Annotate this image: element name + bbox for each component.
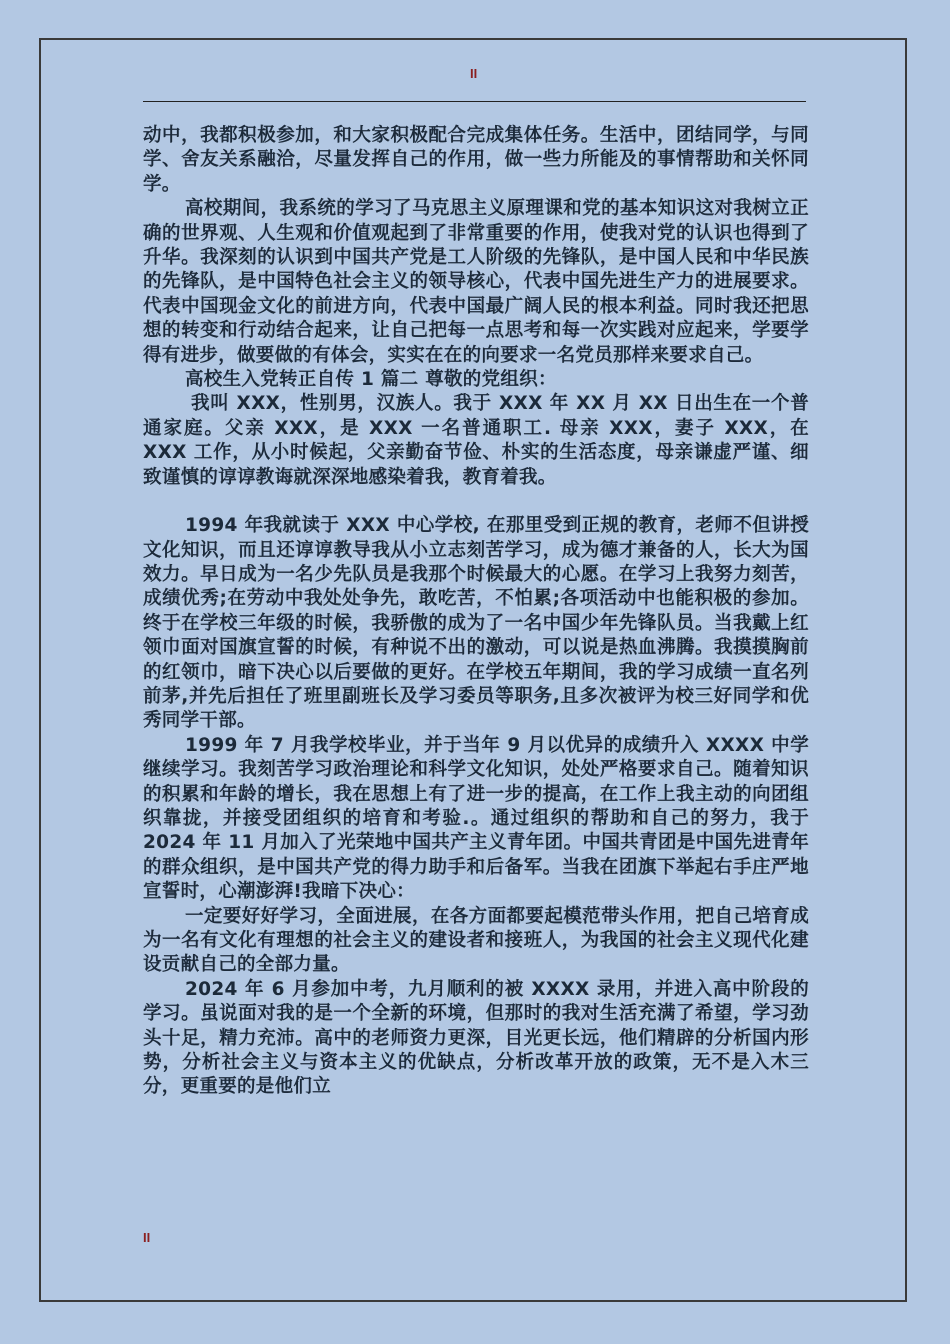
paragraph-college-study: 高校期间，我系统的学习了马克思主义原理课和党的基本知识这对我树立正确的世界观、人生观和价值观起到了非常重要的作用，使我对党的认识也得到了升华。我深刻的认识到中国共产党是工人阶级的先锋队，是中国人民和中华民族的先锋队，是中国特色社会主义的领导核心，代表中国先进生产力的进展要求。代表中国现金文化的前进方向，代表中国最广阔人民的根本利益。同时我还把思想的转变和行动结合起来，让自己把每一点思考和每一次实践对应起来，学要学得有进步，做要做的有体会，实实在在的向要求一名党员那样来要求自己。: [143, 198, 809, 366]
header-mark: II: [470, 66, 478, 81]
section-heading: 高校生入党转正自传 1 篇二 尊敬的党组织：: [185, 369, 557, 391]
footer-mark: II: [143, 1230, 151, 1245]
blank-line: [143, 490, 809, 514]
paragraph-continuation: 动中，我都积极参加，和大家积极配合完成集体任务。生活中，团结同学，与同学、舍友关系融洽，尽量发挥自己的作用，做一些力所能及的事情帮助和关怀同学。: [143, 125, 809, 195]
paragraph-middle-school: 1999 年 7 月我学校毕业，并于当年 9 月以优异的成绩升入 XXXX 中学继续学习。我刻苦学习政治理论和科学文化知识，处处严格要求自己。随着知识的积累和年龄的增长，我在思想上有了进一步的提高，在工作上我主动的向团组织靠拢，并接受团组织的培育和考验.。通过组织的帮助和自己的努力，我于 2024 年 11 月加入了光荣地中国共产主义青年团。中国共青团是中国先进青年的群众组织，是中国共产党的得力助手和后备军。当我在团旗下举起右手庄严地宣誓时，心潮澎湃!我暗下决心：: [143, 734, 809, 903]
paragraph-high-school: 2024 年 6 月参加中考，九月顺利的被 XXXX 录用，并进入高中阶段的学习。虽说面对我的是一个全新的环境，但那时的我对生活充满了希望，学习劲头十足，精力充沛。高中的老师资力更深，目光更长远，他们精辟的分析国内形势，分析社会主义与资本主义的优缺点，分析改革开放的政策，无不是入木三分，更重要的是他们立: [143, 978, 809, 1098]
paragraph-resolution: 一定要好好学习，全面进展，在各方面都要起模范带头作用，把自己培育成为一名有文化有理想的社会主义的建设者和接班人，为我国的社会主义现代化建设贡献自己的全部力量。: [143, 905, 809, 976]
paragraph-primary-school: 1994 年我就读于 XXX 中心学校, 在那里受到正规的教育，老师不但讲授文化知识，而且还谆谆教导我从小立志刻苦学习，成为德才兼备的人，长大为国效力。早日成为一名少先队员是我那个时候最大的心愿。在学习上我努力刻苦，成绩优秀;在劳动中我处处争先，敢吃苦，不怕累;各项活动中也能积极的参加。终于在学校三年级的时候，我骄傲的成为了一名中国少年先锋队员。当我戴上红领巾面对国旗宣誓的时候，有种说不出的激动，可以说是热血沸腾。我摸摸胸前的红领巾，暗下决心以后要做的更好。在学校五年期间，我的学习成绩一直名列前茅,并先后担任了班里副班长及学习委员等职务,且多次被评为校三好同学和优秀同学干部。: [143, 515, 809, 732]
paragraph-self-introduction: 我叫 XXX，性别男，汉族人。我于 XXX 年 XX 月 XX 日出生在一个普通家庭。父亲 XXX，是 XXX 一名普通职工. 母亲 XXX，妻子 XXX，在 XXX 工作，从小时候起，父亲勤奋节俭、朴实的生活态度，母亲谦虚严谨、细致谨慎的谆谆教诲就深深地感染着我，教育着我。: [143, 393, 809, 488]
document-body: [143, 124, 809, 1100]
header-divider: [143, 101, 806, 102]
